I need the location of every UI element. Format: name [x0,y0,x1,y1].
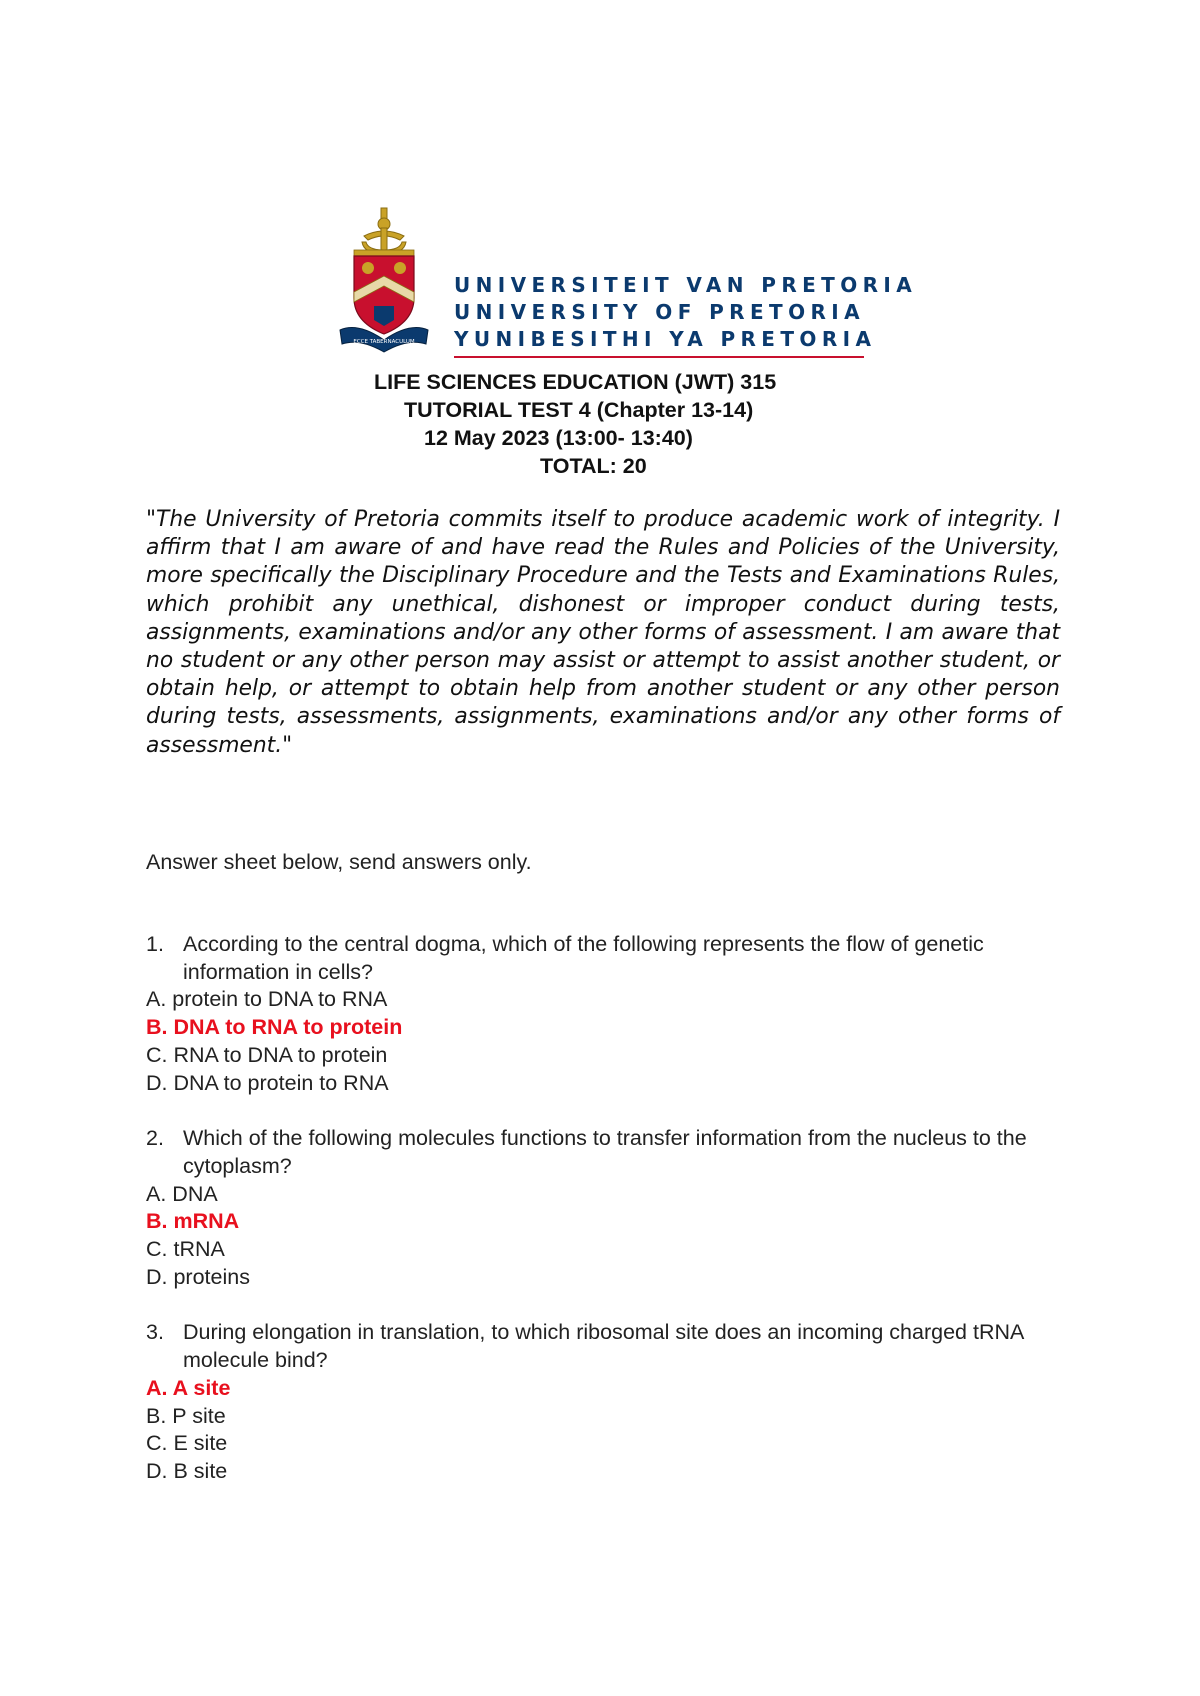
university-name-sepedi: YUNIBESITHI YA PRETORIA [454,327,877,351]
crest-motto-text: ECCE TABERNACULUM [353,339,415,345]
test-date: 12 May 2023 (13:00- 13:40) [424,426,693,450]
option-c: C. RNA to DNA to protein [146,1042,388,1067]
option-b-correct: B. mRNA [146,1209,240,1234]
option-c: C. tRNA [146,1237,225,1262]
question-number: 2. [146,1126,164,1151]
question-number: 3. [146,1320,164,1345]
option-b: B. P site [146,1403,226,1428]
question-number: 1. [146,932,164,956]
answer-instruction: Answer sheet below, send answers only. [146,850,532,874]
question-stem [146,931,1046,986]
university-name-afrikaans: UNIVERSITEIT VAN PRETORIA [454,273,918,297]
option-c: C. E site [146,1431,228,1456]
question-text: Which of the following molecules functions to transfer information from the nucleus to the cytoplasm? [183,1126,1027,1178]
test-title: TUTORIAL TEST 4 (Chapter 13-14) [404,398,754,422]
university-logo [334,206,918,356]
question-stem [146,1125,1046,1180]
course-title: LIFE SCIENCES EDUCATION (JWT) 315 [374,370,777,394]
question-list [146,931,1046,1514]
question-1 [146,931,1046,1097]
option-d: D. DNA to protein to RNA [146,1070,389,1095]
university-name-english: UNIVERSITY OF PRETORIA [454,300,866,324]
question-text: According to the central dogma, which of the following represents the flow of genetic information in cells? [183,932,984,984]
option-d: D. proteins [146,1264,250,1289]
wordmark-underline [454,356,864,358]
question-stem [146,1319,1046,1374]
option-a-correct: A. A site [146,1375,231,1400]
option-a: A. DNA [146,1181,218,1206]
option-b-correct: B. DNA to RNA to protein [146,1015,403,1040]
university-wordmark [454,272,918,358]
option-a: A. protein to DNA to RNA [146,987,388,1012]
option-d: D. B site [146,1458,228,1483]
integrity-declaration: "The University of Pretoria commits itself to produce academic work of integrity. I affirm that I am aware of and have read the Rules and Policies of the University, more specifically the Disciplinary Procedure and the Tests and Examinations Rules, which prohibit any unethical, dishonest or improper conduct during tests, assignments, examinations and/or any other forms of assessment. I am aware that no student or any other person may assist or attempt to assist another student, or obtain help, or attempt to obtain help from another student or any other person during tests, assessments, assignments, examinations and/or any other forms of assessment." [146,507,1060,758]
question-2 [146,1125,1046,1291]
university-crest-icon [334,206,434,356]
question-text: During elongation in translation, to which ribosomal site does an incoming charged tRNA molecule bind? [183,1320,1024,1373]
test-total: TOTAL: 20 [540,454,647,478]
question-3 [146,1319,1046,1485]
